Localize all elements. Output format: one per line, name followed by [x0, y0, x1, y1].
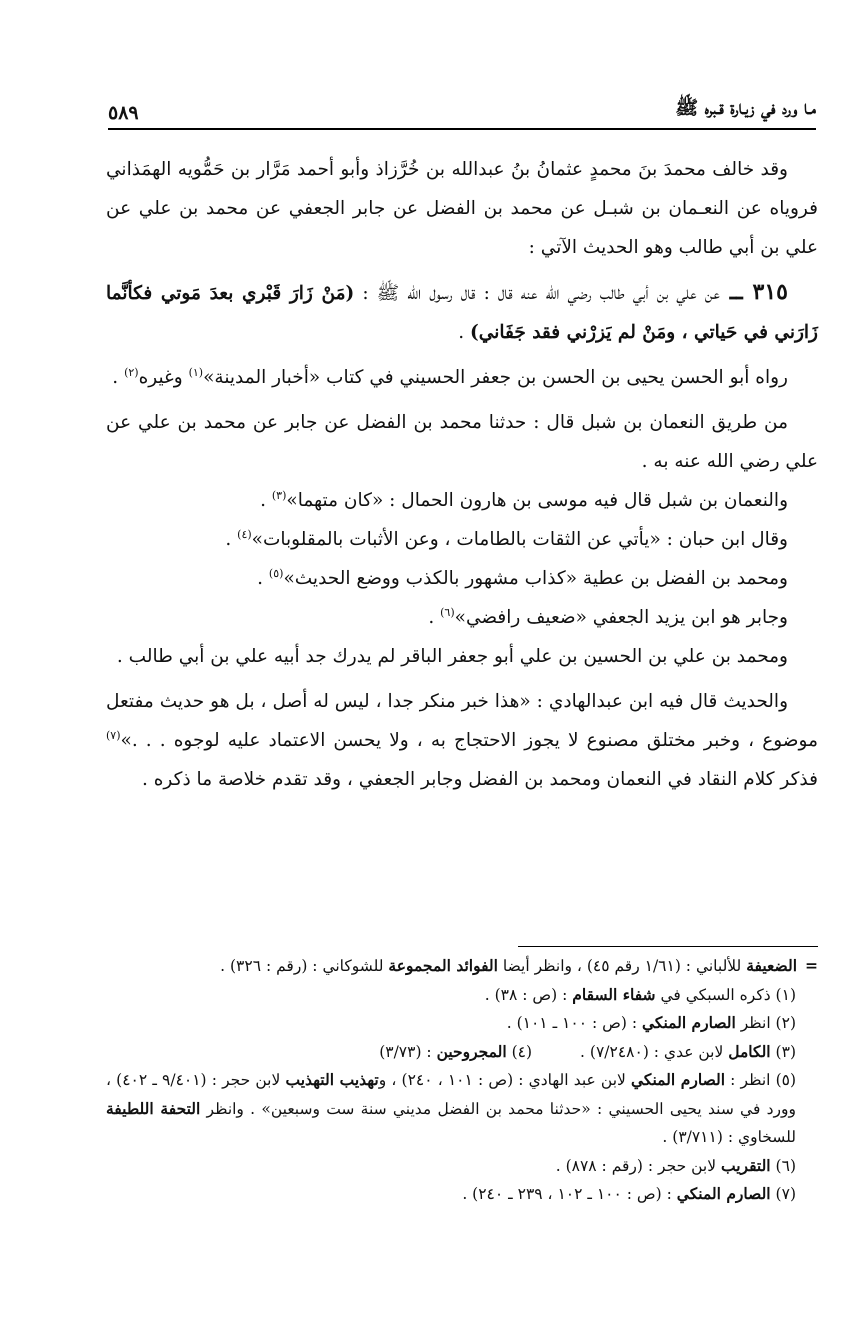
fn6-pre: (٦) [770, 1156, 796, 1175]
paragraph-numan [106, 481, 818, 520]
hadith-paragraph [106, 273, 818, 352]
hadith-text: (مَنْ زَارَ قَبْري بعدَ مَوتي فكأنَّما زَارَني في حَياتي ، ومَنْ لم يَزرْني فقد جَفَاني) [106, 283, 818, 343]
fn3-title: الكامل [728, 1041, 771, 1061]
jabir-end: . [428, 607, 441, 628]
fn1-title: شفاء السقام [572, 984, 656, 1004]
paragraph-chain: من طريق النعمان بن شبل قال : حدثنا محمد بن الفضل عن جابر عن محمد بن علي عن علي رضي الله عنه به . [106, 412, 818, 472]
fn-cont-text-2: للشوكاني : (رقم : ٣٢٦) . [220, 957, 389, 975]
footnote-ref-5: (٥) [268, 566, 284, 580]
ibn-hibban-text: وقال ابن حبان : «يأتي عن الثقات بالطامات ، وعن الأثبات بالمقلوبات» [251, 529, 788, 550]
footnote-7 [106, 1180, 818, 1209]
footnote-rule [518, 946, 818, 947]
verdict-text: والحديث قال فيه ابن عبدالهادي : «هذا خبر منكر جدا ، ليس له أصل ، بل هو حديث مفتعل موضوع ، وخبر مختلق مصنوع لا يجوز الاحتجاج به ، ولا يحسن الاعتماد عليه لوجوه . . .» [106, 691, 818, 751]
paragraph-jabir [106, 598, 818, 637]
hadith-end: . [458, 322, 471, 343]
footnote-ref-7: (٧) [106, 728, 121, 742]
fn-cont-title-1: الضعيفة [746, 956, 797, 975]
fn-cont-title-2: الفوائد المجموعة [388, 956, 498, 975]
footnote-6 [106, 1152, 818, 1181]
footnote-5 [106, 1066, 818, 1152]
verdict-end: فذكر كلام النقاد في النعمان ومحمد بن الفضل وجابر الجعفي ، وقد تقدم خلاصة ما ذكره . [141, 769, 818, 790]
fn6-title: التقريب [720, 1155, 771, 1175]
hadith-dash: ــ [719, 279, 753, 305]
fn7-title: الصارم المنكي [676, 1184, 771, 1203]
running-title: مـا ورد في زيـارة قـبره ﷺ [675, 97, 816, 119]
hadith-number: ٣١٥ [752, 279, 788, 305]
footnote-ref-4: (٤) [237, 527, 252, 541]
paragraph-fadl [106, 559, 818, 598]
fn4-pre: (٤) [506, 1042, 533, 1061]
fn2-post: : (ص : ١٠٠ ـ ١٠١) . [506, 1014, 642, 1032]
footnote-3-4 [106, 1038, 818, 1067]
fn5-text-1: لابن عبد الهادي : (ص : ١٠١ ، ٢٤٠) ، و [378, 1071, 632, 1089]
fn3-post: لابن عدي : (٧/٢٤٨٠) . [580, 1042, 729, 1061]
footnote-1 [106, 981, 818, 1010]
paragraph-ibn-hibban [106, 520, 818, 559]
footnote-ref-1: (١) [188, 365, 204, 379]
continuation-mark: = [805, 956, 818, 975]
paragraph-verdict [106, 682, 818, 799]
fn5-text-2: لابن حجر : (٩/٤٠١ ـ ٤٠٢) ، وورد في سند يحيى الحسيني : «حدثنا محمد بن الفضل مديني سنة ست وسبعين» . وانظر [106, 1071, 796, 1118]
fn5-pre: (٥) انظر : [725, 1071, 797, 1089]
narration-end: . [112, 367, 125, 388]
fn4-post: : (٣/٧٣) [379, 1042, 437, 1061]
body-text [106, 150, 818, 799]
fn5-title-1: الصارم المنكي [631, 1070, 726, 1089]
numan-text: والنعمان بن شبل قال فيه موسى بن هارون الحمال : «كان متهما» [286, 490, 788, 511]
fn5-text-3: للسخاوي : (٣/٧١١) . [662, 1128, 796, 1146]
footnote-ref-3: (٣) [271, 488, 287, 502]
header-rule [108, 128, 816, 130]
narration-text: رواه أبو الحسن يحيى بن الحسن بن جعفر الحسيني في كتاب «أخبار المدينة» [203, 367, 788, 388]
fn-cont-text-1: للألباني : (١/٦١ رقم ٤٥) ، وانظر أيضا [497, 957, 747, 975]
jabir-text: وجابر هو ابن يزيد الجعفي «ضعيف رافضي» [454, 607, 788, 628]
footnote-ref-2: (٢) [124, 365, 139, 379]
fn1-pre: (١) ذكره السبكي في [655, 985, 796, 1004]
footnote-continuation [106, 952, 818, 981]
narration-mid: وغيره [138, 367, 189, 388]
ibn-hibban-end: . [225, 529, 238, 550]
footnotes [106, 952, 818, 1209]
paragraph-intro: وقد خالف محمدَ بنَ محمدٍ عثمانُ بنُ عبدالله بن خُرَّزاذ وأبو أحمد مَرَّار بن حَمُّويه الهمَذاني فروياه عن النعـمان بن شبـل عن محمد بن الفضل عن جابر الجعفي عن محمد بن علي عن علي بن أبي طالب وهو الحديث الآتي : [106, 159, 818, 258]
footnote-ref-6: (٦) [440, 605, 455, 619]
fn7-pre: (٧) [770, 1185, 796, 1203]
fn1-post: : (ص : ٣٨) . [484, 985, 573, 1004]
fadl-end: . [257, 568, 269, 589]
fn6-post: لابن حجر : (رقم : ٨٧٨) . [555, 1156, 721, 1175]
fn5-title-3: التحفة اللطيفة [106, 1098, 201, 1118]
fn3-pre: (٣) [770, 1042, 796, 1061]
footnote-2 [106, 1009, 818, 1038]
fadl-text: ومحمد بن الفضل بن عطية «كذاب مشهور بالكذب ووضع الحديث» [283, 568, 788, 589]
page-number: ٥٨٩ [108, 102, 139, 124]
paragraph-baqir: ومحمد بن علي بن الحسين بن علي أبو جعفر الباقر لم يدرك جد أبيه علي بن أبي طالب . [116, 646, 788, 667]
fn7-post: : (ص : ١٠٠ ـ ١٠٢ ، ٢٣٩ ـ ٢٤٠) . [462, 1185, 677, 1203]
fn2-title: الصارم المنكي [641, 1013, 736, 1032]
fn5-title-2: تهذيب التهذيب [285, 1070, 379, 1089]
numan-end: . [260, 490, 272, 511]
fn4-title: المجروحين [436, 1041, 507, 1061]
paragraph-narration [106, 358, 818, 397]
page-header [108, 84, 816, 124]
hadith-intro: عن علي بن أبي طالب رضي الله عنه قال : قال رسول الله ﷺ : [354, 283, 720, 304]
fn2-pre: (٢) انظر [735, 1014, 796, 1032]
